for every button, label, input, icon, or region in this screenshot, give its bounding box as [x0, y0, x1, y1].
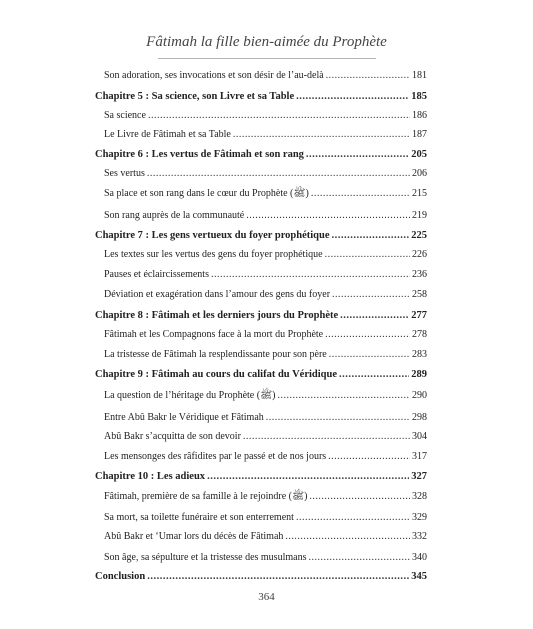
dot-leader: [340, 309, 409, 322]
toc-page-number: 277: [411, 310, 427, 321]
toc-page-number: 304: [412, 431, 427, 442]
toc-title: Conclusion: [95, 571, 146, 582]
toc-title: Sa mort, sa toilette funéraire et son enterrement: [104, 512, 294, 523]
toc-page-number: 187: [412, 129, 427, 140]
toc-page-number: 289: [411, 369, 427, 380]
dot-leader: [296, 90, 409, 103]
toc-page-number: 219: [412, 210, 427, 221]
toc-page-number: 181: [412, 70, 427, 81]
dot-leader: [207, 470, 409, 483]
dot-leader: [147, 570, 409, 583]
toc-page-number: 290: [412, 390, 427, 401]
toc-chapter-row: [95, 368, 427, 381]
toc-chapter-row: [95, 148, 427, 161]
toc-chapter-row: [95, 229, 427, 242]
toc-page-number: 332: [412, 531, 427, 542]
toc-entry-row: [95, 411, 427, 424]
toc-title: Abû Bakr et ‘Umar lors du décès de Fâtimah: [104, 531, 284, 542]
toc-chapter-row: [95, 90, 427, 103]
dot-leader: [325, 328, 410, 341]
toc-page-number: 258: [412, 289, 427, 300]
toc-title: Chapitre 8 : Fâtimah et les derniers jours du Prophète: [95, 310, 339, 321]
toc-entry-row: [95, 109, 427, 122]
toc-page-number: 278: [412, 329, 427, 340]
toc-title: Abû Bakr s’acquitta de son devoir: [104, 431, 241, 442]
toc-page-number: 283: [412, 349, 427, 360]
toc-page-number: 205: [411, 149, 427, 160]
toc-title: La question de l’héritage du Prophète (ﷺ): [104, 390, 276, 401]
toc-title: Son âge, sa sépulture et la tristesse des musulmans: [104, 552, 307, 563]
dot-leader: [211, 268, 410, 281]
toc-entry-row: [95, 268, 427, 281]
toc-entry-row: [95, 511, 427, 524]
toc-title: Chapitre 5 : Sa science, son Livre et sa Table: [95, 91, 295, 102]
toc-page-number: 186: [412, 110, 427, 121]
toc-title: Entre Abû Bakr le Véridique et Fâtimah: [104, 412, 264, 423]
toc-page-number: 345: [411, 571, 427, 582]
toc-page-number: 327: [411, 471, 427, 482]
dot-leader: [147, 167, 410, 180]
toc-entry-row: [95, 187, 427, 200]
dot-leader: [329, 348, 410, 361]
toc-entry-row: [95, 348, 427, 361]
toc-title: Chapitre 7 : Les gens vertueux du foyer prophétique: [95, 230, 330, 241]
toc-entry-row: [95, 328, 427, 341]
toc-title: Le Livre de Fâtimah et sa Table: [104, 129, 231, 140]
dot-leader: [325, 248, 410, 261]
toc-title: Son adoration, ses invocations et son désir de l’au-delà: [104, 70, 324, 81]
toc-chapter-row: [95, 309, 427, 322]
toc-entry-row: [95, 288, 427, 301]
dot-leader: [332, 229, 410, 242]
dot-leader: [266, 411, 410, 424]
toc-page-number: 236: [412, 269, 427, 280]
toc-entry-row: [95, 430, 427, 443]
toc-title: Fâtimah, première de sa famille à le rejoindre (ﷺ): [104, 491, 308, 502]
toc-entry-row: [95, 530, 427, 543]
dot-leader: [233, 128, 410, 141]
dot-leader: [246, 209, 410, 222]
dot-leader: [328, 450, 410, 463]
toc-chapter-row: [95, 570, 427, 583]
toc-entry-row: [95, 389, 427, 402]
toc-entry-row: [95, 551, 427, 564]
header-divider: [158, 58, 376, 59]
dot-leader: [306, 148, 409, 161]
toc-title: Déviation et exagération dans l’amour des gens du foyer: [104, 289, 331, 300]
toc-page-number: 225: [411, 230, 427, 241]
toc-title: Fâtimah et les Compagnons face à la mort du Prophète: [104, 329, 324, 340]
toc-title: Pauses et éclaircissements: [104, 269, 209, 280]
dot-leader: [278, 389, 411, 402]
dot-leader: [296, 511, 410, 524]
toc-page-number: 206: [412, 168, 427, 179]
toc-title: Sa place et son rang dans le cœur du Prophète (ﷺ): [104, 188, 309, 199]
toc-entry-row: [95, 69, 427, 82]
toc-page-number: 298: [412, 412, 427, 423]
toc-page-number: 329: [412, 512, 427, 523]
dot-leader: [308, 551, 410, 564]
dot-leader: [339, 368, 409, 381]
toc-title: Les mensonges des râfidites par le passé et de nos jours: [104, 451, 327, 462]
toc-title: La tristesse de Fâtimah la resplendissante pour son père: [104, 349, 327, 360]
dot-leader: [243, 430, 410, 443]
toc-title: Chapitre 9 : Fâtimah au cours du califat du Véridique: [95, 369, 338, 380]
running-header: Fâtimah la fille bien-aimée du Prophète: [146, 34, 387, 50]
toc-entry-row: [95, 167, 427, 180]
toc-entry-row: [95, 209, 427, 222]
toc-entry-row: [95, 248, 427, 261]
dot-leader: [311, 187, 410, 200]
dot-leader: [148, 109, 410, 122]
toc-title: Sa science: [104, 110, 146, 121]
page-number: 364: [258, 591, 275, 603]
dot-leader: [309, 490, 410, 503]
toc-page-number: 226: [412, 249, 427, 260]
dot-leader: [332, 288, 410, 301]
toc-page-number: 340: [412, 552, 427, 563]
toc-title: Chapitre 10 : Les adieux: [95, 471, 206, 482]
toc-title: Chapitre 6 : Les vertus de Fâtimah et son rang: [95, 149, 304, 160]
toc-title: Son rang auprès de la communauté: [104, 210, 245, 221]
toc-page-number: 317: [412, 451, 427, 462]
toc-page-number: 328: [412, 491, 427, 502]
toc-chapter-row: [95, 470, 427, 483]
toc-title: Ses vertus: [104, 168, 145, 179]
toc-title: Les textes sur les vertus des gens du foyer prophétique: [104, 249, 323, 260]
toc-entry-row: [95, 128, 427, 141]
toc-entry-row: [95, 490, 427, 503]
toc-entry-row: [95, 450, 427, 463]
toc-page-number: 185: [411, 91, 427, 102]
dot-leader: [285, 530, 410, 543]
toc-page-number: 215: [412, 188, 427, 199]
dot-leader: [326, 69, 410, 82]
